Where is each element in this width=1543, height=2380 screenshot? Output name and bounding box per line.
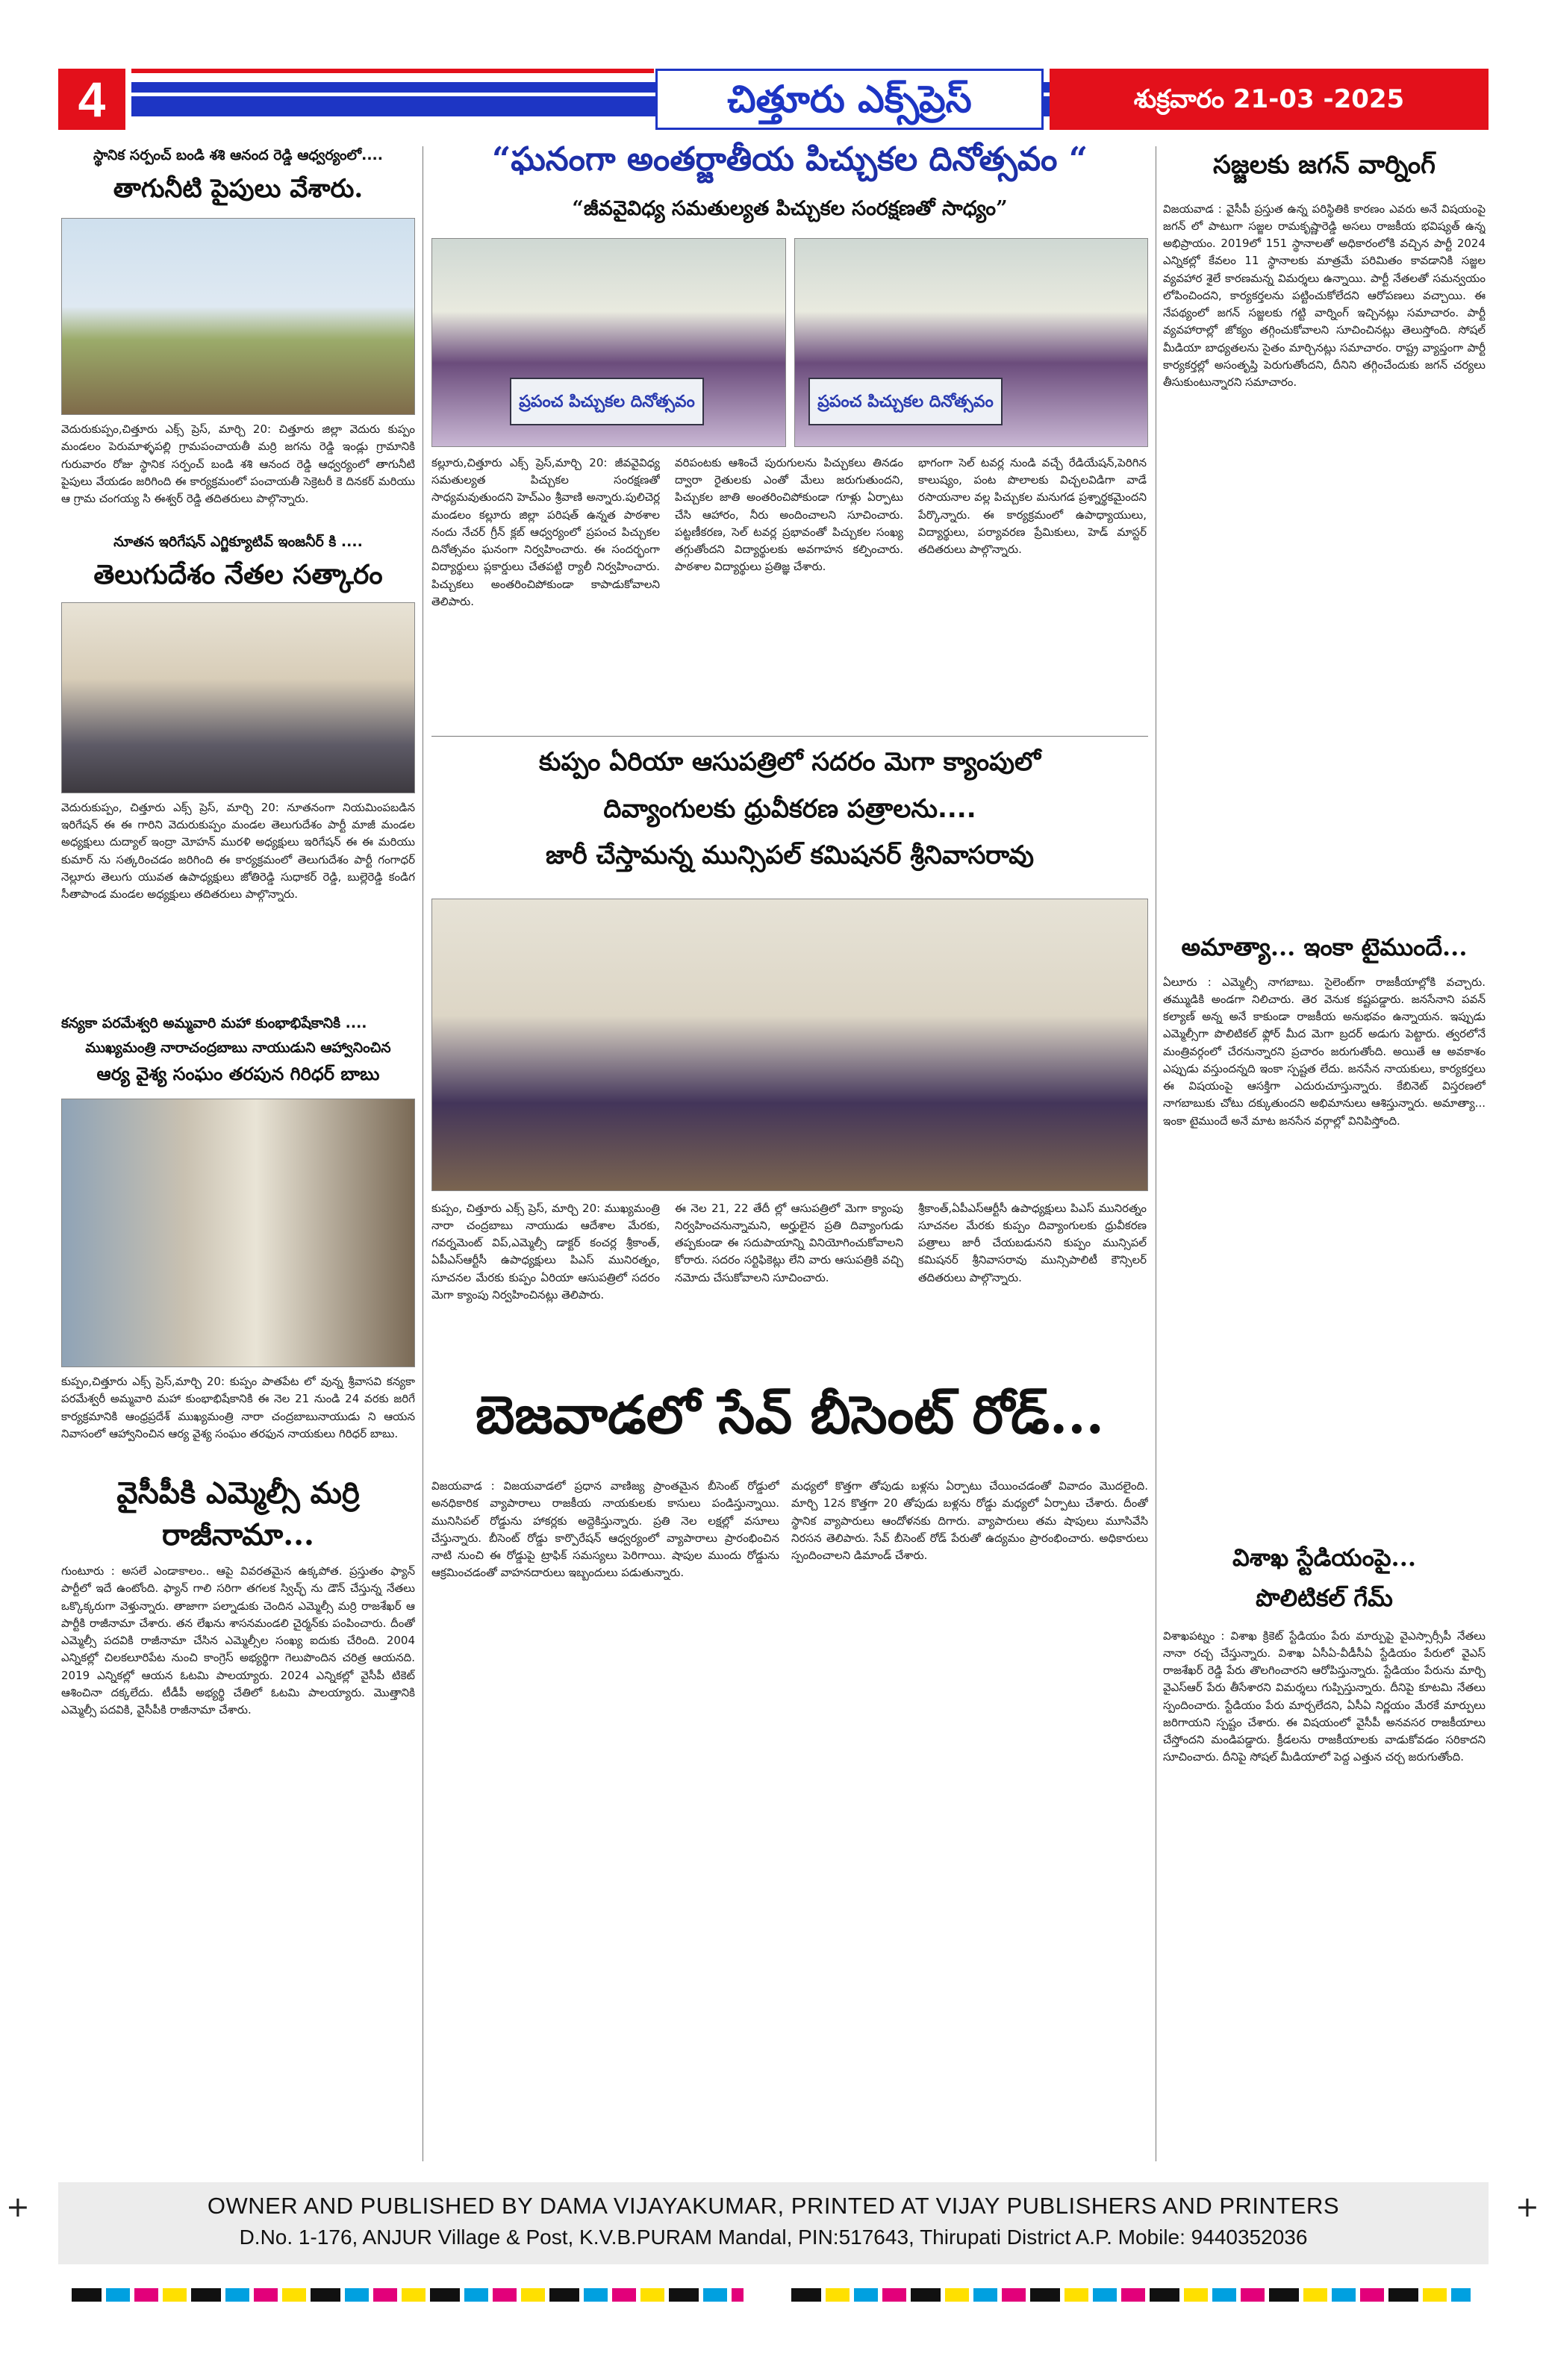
kuppam-body-col3: శ్రీకాంత్,ఏపీఎస్ఆర్టీసీ ఉపాధ్యక్షులు పిఎస్ మునిరత్నం సూచనల మేరకు కుప్పం దివ్యాంగులకు ధ్రువీకరణ పత్రాలు జారీ చేయబడునని కుప్పం మున్సిపల్ కమిషనర్ శ్రీనివాసరావు మున్సిపాలిటీ కౌన్సిలర్ తదితరులు పాల్గొన్నారు. [918, 1201, 1147, 1284]
issue-date: శుక్రవారం 21-03 -2025 [1050, 69, 1489, 130]
cm-meeting-photo [61, 1099, 415, 1367]
arya-vysya-headline: ఆర్య వైశ్య సంఘం తరపున గిరిధర్ బాబు [96, 1063, 380, 1085]
besant-road-headline: బెజవాడలో సేవ్ బీసెంట్ రోడ్... [475, 1384, 1105, 1446]
tdp-felicitation-headline: తెలుగుదేశం నేతల సత్కారం [93, 558, 383, 590]
right-column [1163, 149, 1486, 2076]
imprint-footer [58, 2182, 1489, 2264]
registration-mark-left: + [6, 2190, 30, 2223]
sparrow-rally-photo-2 [794, 238, 1148, 447]
felicitation-body: వెదురుకుప్పం, చిత్తూరు ఎక్స్ ప్రెస్, మార్చి 20: నూతనంగా నియమింపబడిన ఇరిగేషన్ ఈ ఈ గారిని వెదురుకుప్పం మండల తెలుగుదేశం పార్టీ మాజీ మండల అధ్యక్షులు దుద్యాల్ ఇంద్రా మోహన్ మురళి అధ్యక్షులు ఇరిగేషన్ ఈ ఈ మరియు కుమార్ ను సత్కరించడం జరిగింది ఈ కార్యక్రమంలో తెలుగుదేశం పార్టీ గంగాధర్ నెల్లూరు తెలుగు యువత ఉపాధ్యక్షులు జోతిరెడ్డి సుధాకర్ రెడ్డి, బుల్లెరెడ్డి కండిగ సీతాపాండ మండల అధ్యక్షులు తదితరులు పాల్గొన్నారు. [61, 800, 415, 902]
vizag-stadium-body: విశాఖపట్నం : విశాఖ క్రికెట్ స్టేడియం పేరు మార్పుపై వైఎస్సార్సీపీ నేతలు నానా రచ్చ చేస్తున్నారు. విశాఖ ఏసీఏ-వీడీసీఏ స్టేడియం పేరులో వైఎస్ రాజశేఖర్ రెడ్డి పేరు తొలగించారని ఆరోపిస్తున్నారు. స్టేడియం పేరును మార్చి వైఎస్ఆర్ పేరు తీసేశారని విమర్శలు గుప్పిస్తున్నారు. దీనిపై కూటమి నేతలు స్పందించారు. స్టేడియం పేరు మార్చలేదని, ఏసీఏ నిర్ణయం మేరకే మార్పులు జరిగాయని స్పష్టం చేశారు. ఈ విషయంలో వైసీపీ అనవసర రాజకీయాలు చేస్తోందని మండిపడ్డారు. క్రీడలను రాజకీయాలకు వాడుకోవడం సరికాదని సూచించారు. దీనిపై సోషల్ మీడియాలో పెద్ద ఎత్తున చర్చ జరుగుతోంది. [1163, 1628, 1486, 1764]
mlc-resign-headline-1: వైసీపీకి ఎమ్మెల్సీ మర్రి [116, 1475, 360, 1511]
sparrow-body-col3: భాగంగా సెల్ టవర్ల నుండి వచ్చే రేడియేషన్,పెరిగిన కాలుష్యం, పంట పొలాలకు విచ్చలవిడిగా వాడే రసాయనాల వల్ల పిచ్చుకల మనుగడ ప్రశ్నార్థకమైందని పేర్కొన్నారు. ఈ కార్యక్రమంలో ఉపాధ్యాయులు, విద్యార్థులు, పర్యావరణ ప్రేమికులు, హెడ్ మాస్టర్ తదితరులు పాల్గొన్నారు. [918, 455, 1147, 556]
sparrow-rally-banner-2: ప్రపంచ పిచ్చుకల దినోత్సవం [808, 378, 1003, 425]
mlc-resign-headline-2: రాజీనామా... [162, 1517, 314, 1553]
kanyaka-kicker: కన్యకా పరమేశ్వరి అమ్మవారి మహా కుంభాభిషేకానికి .... [61, 1014, 367, 1031]
kuppam-headline-1: కుప్పం ఏరియా ఆసుపత్రిలో సదరం మెగా క్యాంపులో [538, 747, 1041, 777]
sparrow-divider [431, 736, 1148, 737]
kuppam-headline-3: జారీ చేస్తామన్న మున్సిపల్ కమిషనర్ శ్రీనివాసరావు [545, 840, 1035, 870]
mlc-resign-body: గుంటూరు : అసలే ఎండాకాలం.. ఆపై వివరతమైన ఉక్కపోత. ప్రస్తుతం ఫ్యాన్ పార్టీలో ఇదే ఉంటోంది. ఫ్యాన్ గాలి సరిగా తగలక స్విచ్ఛ్ ను డౌన్ చేస్తున్న నేతలు ఒక్కొక్కరుగా వెళ్తున్నారు. తాజాగా పల్నాడుకు చెందిన ఎమ్మెల్సీ మర్రి రాజశేఖర్ ఆ పార్టీకి రాజీనామా చేశారు. తన లేఖను శాసనమండలి చైర్మన్‌కు పంపించారు. దీంతో ఎమ్మెల్సీ పదవికి రాజీనామా చేసిన ఎమ్మెల్సీల సంఖ్య ఐదుకు చేరింది. 2004 ఎన్నికల్లో చిలకలూరిపేట నుంచి కాంగ్రెస్ అభ్యర్థిగా గెలుపొందిన చరిత్ర ఆయనది. 2019 ఎన్నికల్లో ఆయన ఓటమి పాలయ్యారు. 2024 ఎన్నికల్లో వైసీపీ టికెట్ ఆశించినా దక్కలేదు. టీడీపీ అభ్యర్థి చేతిలో ఓటమి పాలయ్యారు. మొత్తానికి ఎమ్మెల్సీ పదవికి, వైసీపీకి రాజీనామా చేశారు. [61, 1564, 415, 1717]
sparrow-rally-banner-1: ప్రపంచ పిచ్చుకల దినోత్సవం [510, 378, 704, 425]
water-pipes-headline: తాగునీటి పైపులు వేశారు. [113, 173, 364, 204]
kuppam-body-col1: కుప్పం, చిత్తూరు ఎక్స్ ప్రెస్, మార్చి 20: ముఖ్యమంత్రి నారా చంద్రబాబు నాయుడు ఆదేశాల మేరకు, గవర్నమెంట్ విప్,ఎమ్మెల్సీ డాక్టర్ కంచర్ల శ్రీకాంత్, ఏపీఎస్ఆర్టీసీ ఉపాధ్యక్షులు పిఎస్ మునిరత్నం, సూచనల మేరకు కుప్పం ఏరియా ఆసుపత్రిలో సదరం మెగా క్యాంపు నిర్వహించినట్లు తెలిపారు. [431, 1201, 660, 1302]
sparrow-day-headline: “ఘనంగా అంతర్జాతీయ పిచ్చుకల దినోత్సవం “ [491, 140, 1088, 178]
imprint-line-2: D.No. 1-176, ANJUR Village & Post, K.V.B.PURAM Mandal, PIN:517643, Thirupati District A.P. Mobile: 9440352036 [239, 2226, 1308, 2249]
vizag-stadium-headline-1: విశాఖ స్టేడియంపై... [1232, 1543, 1416, 1572]
nagababu-headline: అమాత్యా... ఇంకా టైముందే... [1181, 932, 1468, 961]
cm-invite-kicker: ముఖ్యమంత్రి నారాచంద్రబాబు నాయుడుని ఆహ్వానించిన [85, 1040, 391, 1057]
sajjala-warning-headline: సజ్జలకు జగన్ వార్నింగ్ [1213, 150, 1436, 180]
kuppam-body-col2: ఈ నెల 21, 22 తేదీ ల్లో ఆసుపత్రిలో మెగా క్యాంపు నిర్వహించనున్నామని, అర్హులైన ప్రతి దివ్యాంగుడు తప్పకుండా ఈ సదుపాయాన్ని వినియోగించుకోవాలని కోరారు. సదరం సర్టిఫికెట్లు లేని వారు ఆసుపత్రికి వచ్చి నమోదు చేసుకోవాలని సూచించారు. [675, 1201, 903, 1284]
besant-road-body-col2: మధ్యలో కొత్తగా తోపుడు బళ్లను ఏర్పాటు చేయించడంతో వివాదం మొదలైంది. మార్చి 12న కొత్తగా 20 తోపుడు బళ్లను రోడ్డు మధ్యలో ఏర్పాటు చేశారు. దీంతో స్థానిక వ్యాపారులు ఆందోళనకు దిగారు. వ్యాపారులు తమ షాపులు మూసివేసి నిరసన తెలిపారు. సేవ్ బీసెంట్ రోడ్ పేరుతో ఉద్యమం ప్రారంభించారు. అధికారులు స్పందించాలని డిమాండ్ చేశారు. [791, 1479, 1148, 1562]
arya-vysya-body: కుప్పం,చిత్తూరు ఎక్స్ ప్రెస్,మార్చి 20: కుప్పం పాతపేట లో వున్న శ్రీవాసవి కన్యకా పరమేశ్వరీ అమ్మవారి మహా కుంభాభిషేకానికి ఈ నెల 21 నుండి 24 వరకు జరిగే కార్యక్రమానికి ఆంధ్రప్రదేశ్ ముఖ్యమంత్రి నారా చంద్రబాబునాయుడు ని ఆయన నివాసంలో ఆహ్వానించిన ఆర్య వైశ్య సంఘం తరఫున నాయకులు గిరిధర్ బాబు. [61, 1375, 415, 1440]
sparrow-body-col1: కల్లూరు,చిత్తూరు ఎక్స్ ప్రెస్,మార్చి 20: జీవవైవిధ్య సమతుల్యత పిచ్చుకల సంరక్షణతో సాధ్యమవుతుందని హెచ్ఎం శ్రీవాణి అన్నారు.పులిచెర్ల మండలం కల్లూరు జిల్లా పరిషత్ ఉన్నత పాఠశాల నందు నేచర్ గ్రీన్ క్లబ్ ఆధ్వర్యంలో ప్రపంచ పిచ్చుకల దినోత్సవం ఘనంగా నిర్వహించారు. ఈ సందర్భంగా విద్యార్థులు ప్లకార్డులు చేతపట్టి ర్యాలీ నిర్వహించారు. పిచ్చుకలు అంతరించిపోకుండా కాపాడుకోవాలని తెలిపారు. [431, 455, 660, 608]
kuppam-camp-story [431, 746, 1148, 1379]
nagababu-body: ఏలూరు : ఎమ్మెల్సీ నాగబాబు. సైలెంట్‌గా రాజకీయాల్లోకి వచ్చారు. తమ్ముడికి అండగా నిలిచారు. తెర వెనుక కష్టపడ్డారు. జనసేనాని పవన్ కల్యాణ్ అన్న అనే కాకుండా రాజకీయ అనుభవం ఉన్నాయన. ఇప్పుడు ఎమ్మెల్సీగా పొలిటికల్ ఫ్లోర్ మీద మెగా బ్రదర్ అడుగు పెట్టారు. త్వరలోనే మంత్రివర్గంలో చేరనున్నారని ప్రచారం జరుగుతోంది. అయితే ఆ అవకాశం ఎప్పుడు వస్తుందన్నది ఇంకా స్పష్టత లేదు. జనసేన నాయకులు, కార్యకర్తలు ఈ విషయంపై ఆసక్తిగా ఎదురుచూస్తున్నారు. కేబినెట్ విస్తరణలో నాగబాబుకు చోటు దక్కుతుందని అభిమానులు ఆశిస్తున్నారు. అమాత్యా... ఇంకా టైముందే అనే మాట జనసేన వర్గాల్లో వినిపిస్తోంది. [1163, 975, 1486, 1128]
kuppam-headline-2: దివ్యాంగులకు ధ్రువీకరణ పత్రాలను.... [603, 793, 976, 824]
page-number: 4 [58, 69, 125, 130]
felicitation-photo [61, 602, 415, 793]
sadarem-certificate-photo [431, 899, 1148, 1191]
vizag-stadium-headline-2: పొలిటికల్ గేమ్ [1256, 1583, 1393, 1612]
sparrow-day-subhead: “జీవవైవిధ్య సమతుల్యత పిచ్చుకల సంరక్షణతో సాధ్యం” [572, 197, 1008, 220]
sajjala-warning-body: విజయవాడ : వైసీపీ ప్రస్తుత ఉన్న పరిస్థితికి కారణం ఎవరు అనే విషయంపై జగన్ లో పాటుగా సజ్జల రామకృష్ణారెడ్డి అసలు రాజకీయ భవిష్యత్ ఉన్న అభిప్రాయం. 2019లో 151 స్థానాలతో అధికారంలోకి వచ్చిన పార్టీ 2024 ఎన్నికల్లో కేవలం 11 స్థానాలకు మాత్రమే పరిమితం కావడానికి సజ్జల వ్యవహార శైలే కారణమన్న విమర్శలు ఉన్నాయి. పార్టీ నేతలతో సమన్వయం లోపించిందని, కార్యకర్తలను పట్టించుకోలేదని ఆరోపణలు వచ్చాయి. ఈ నేపథ్యంలో జగన్ సజ్జలకు గట్టి వార్నింగ్ ఇచ్చినట్లు సమాచారం. పార్టీ వ్యవహారాల్లో జోక్యం తగ్గించుకోవాలని సూచించినట్లు తెలుస్తోంది. సోషల్ మీడియా బాధ్యతలను సైతం మార్చినట్లు సమాచారం. రాష్ట్ర వ్యాప్తంగా పార్టీ కార్యకర్తల్లో అసంతృప్తి పెరుగుతోందని, దీనిని తగ్గించేందుకు జగన్ చర్యలు తీసుకుంటున్నారని సమాచారం. [1163, 202, 1486, 389]
sparrow-body-col2: వరిపంటకు ఆశించే పురుగులను పిచ్చుకలు తినడం ద్వారా రైతులకు ఎంతో మేలు జరుగుతుందని, పిచ్చుకల జాతి అంతరించిపోకుండా గూళ్లు ఏర్పాటు చేసి ఆహారం, నీరు అందించాలని సూచించారు. పట్టణీకరణ, సెల్ టవర్ల ప్రభావంతో పిచ్చుకల సంఖ్య తగ్గుతోందని విద్యార్థులకు అవగాహన కల్పించారు. పాఠశాల విద్యార్థులు ప్రతిజ్ఞ చేశారు. [675, 455, 903, 574]
left-column [61, 146, 415, 1921]
registration-mark-right: + [1515, 2190, 1539, 2223]
header-red-stripe [131, 69, 654, 73]
water-pipes-kicker: స్థానిక సర్పంచ్ బండి శశి ఆనంద రెడ్డి ఆధ్వర్యంలో.... [93, 147, 383, 163]
besant-road-body-col1: విజయవాడ : విజయవాడలో ప్రధాన వాణిజ్య ప్రాంతమైన బీసెంట్ రోడ్డులో అనధికారిక వ్యాపారాలు రాజకీయ నాయకులకు కాసులు పండిస్తున్నాయి. మునిసిపల్ రోడ్డును హాకర్లకు అద్దెకిస్తున్నారు. ప్రతి నెల లక్షల్లో వసూలు చేస్తున్నారు. బీసెంట్ రోడ్డు కార్పొరేషన్ ఆధ్వర్యంలో వ్యాపారాలు ప్రారంభించిన నాటి నుంచి ఈ రోడ్డుపై ట్రాఫిక్ సమస్యలు పెరిగాయి. షాపుల ముందు రోడ్డును ఆక్రమించడంతో వాహనదారులు ఇబ్బందులు పడుతున్నారు. [431, 1479, 779, 1580]
newspaper-logo: చిత్తూరు ఎక్స్‌ప్రెస్ [655, 69, 1044, 130]
imprint-line-1: OWNER AND PUBLISHED BY DAMA VIJAYAKUMAR, PRINTED AT VIJAY PUBLISHERS AND PRINTERS [207, 2193, 1340, 2219]
water-pipes-body: వెదురుకుప్పం,చిత్తూరు ఎక్స్ ప్రెస్, మార్చి 20: చిత్తూరు జిల్లా వెదురు కుప్పం మండలం పెరుమాళ్ళపల్లి గ్రామపంచాయతీ మర్రి జగను రెడ్డి ఇండ్లు గ్రామానికి గురువారం రోజు స్థానిక సర్పంచ్ బండి శశి ఆనంద రెడ్డి ఆధ్వర్యంలో తాగునీటి పైపులు వేయడం జరిగింది ఈ కార్యక్రమంలో పంచాయతీ సెక్రెటరీ కె దినకర్ మరియు ఆ గ్రామ చంగయ్య సి ఈశ్వర్ రెడ్డి తదితరులు పాల్గొన్నారు. [61, 422, 415, 506]
sparrow-rally-photo-1 [431, 238, 786, 447]
masthead-bar [58, 69, 1489, 130]
water-pipes-photo [61, 218, 415, 415]
print-registration-bar-left [72, 2288, 744, 2302]
print-registration-bar-right [791, 2288, 1471, 2302]
irrigation-kicker: నూతన ఇరిగేషన్ ఎగ్జిక్యూటివ్ ఇంజనీర్ కి .... [113, 534, 363, 551]
sparrow-story [431, 139, 1148, 716]
